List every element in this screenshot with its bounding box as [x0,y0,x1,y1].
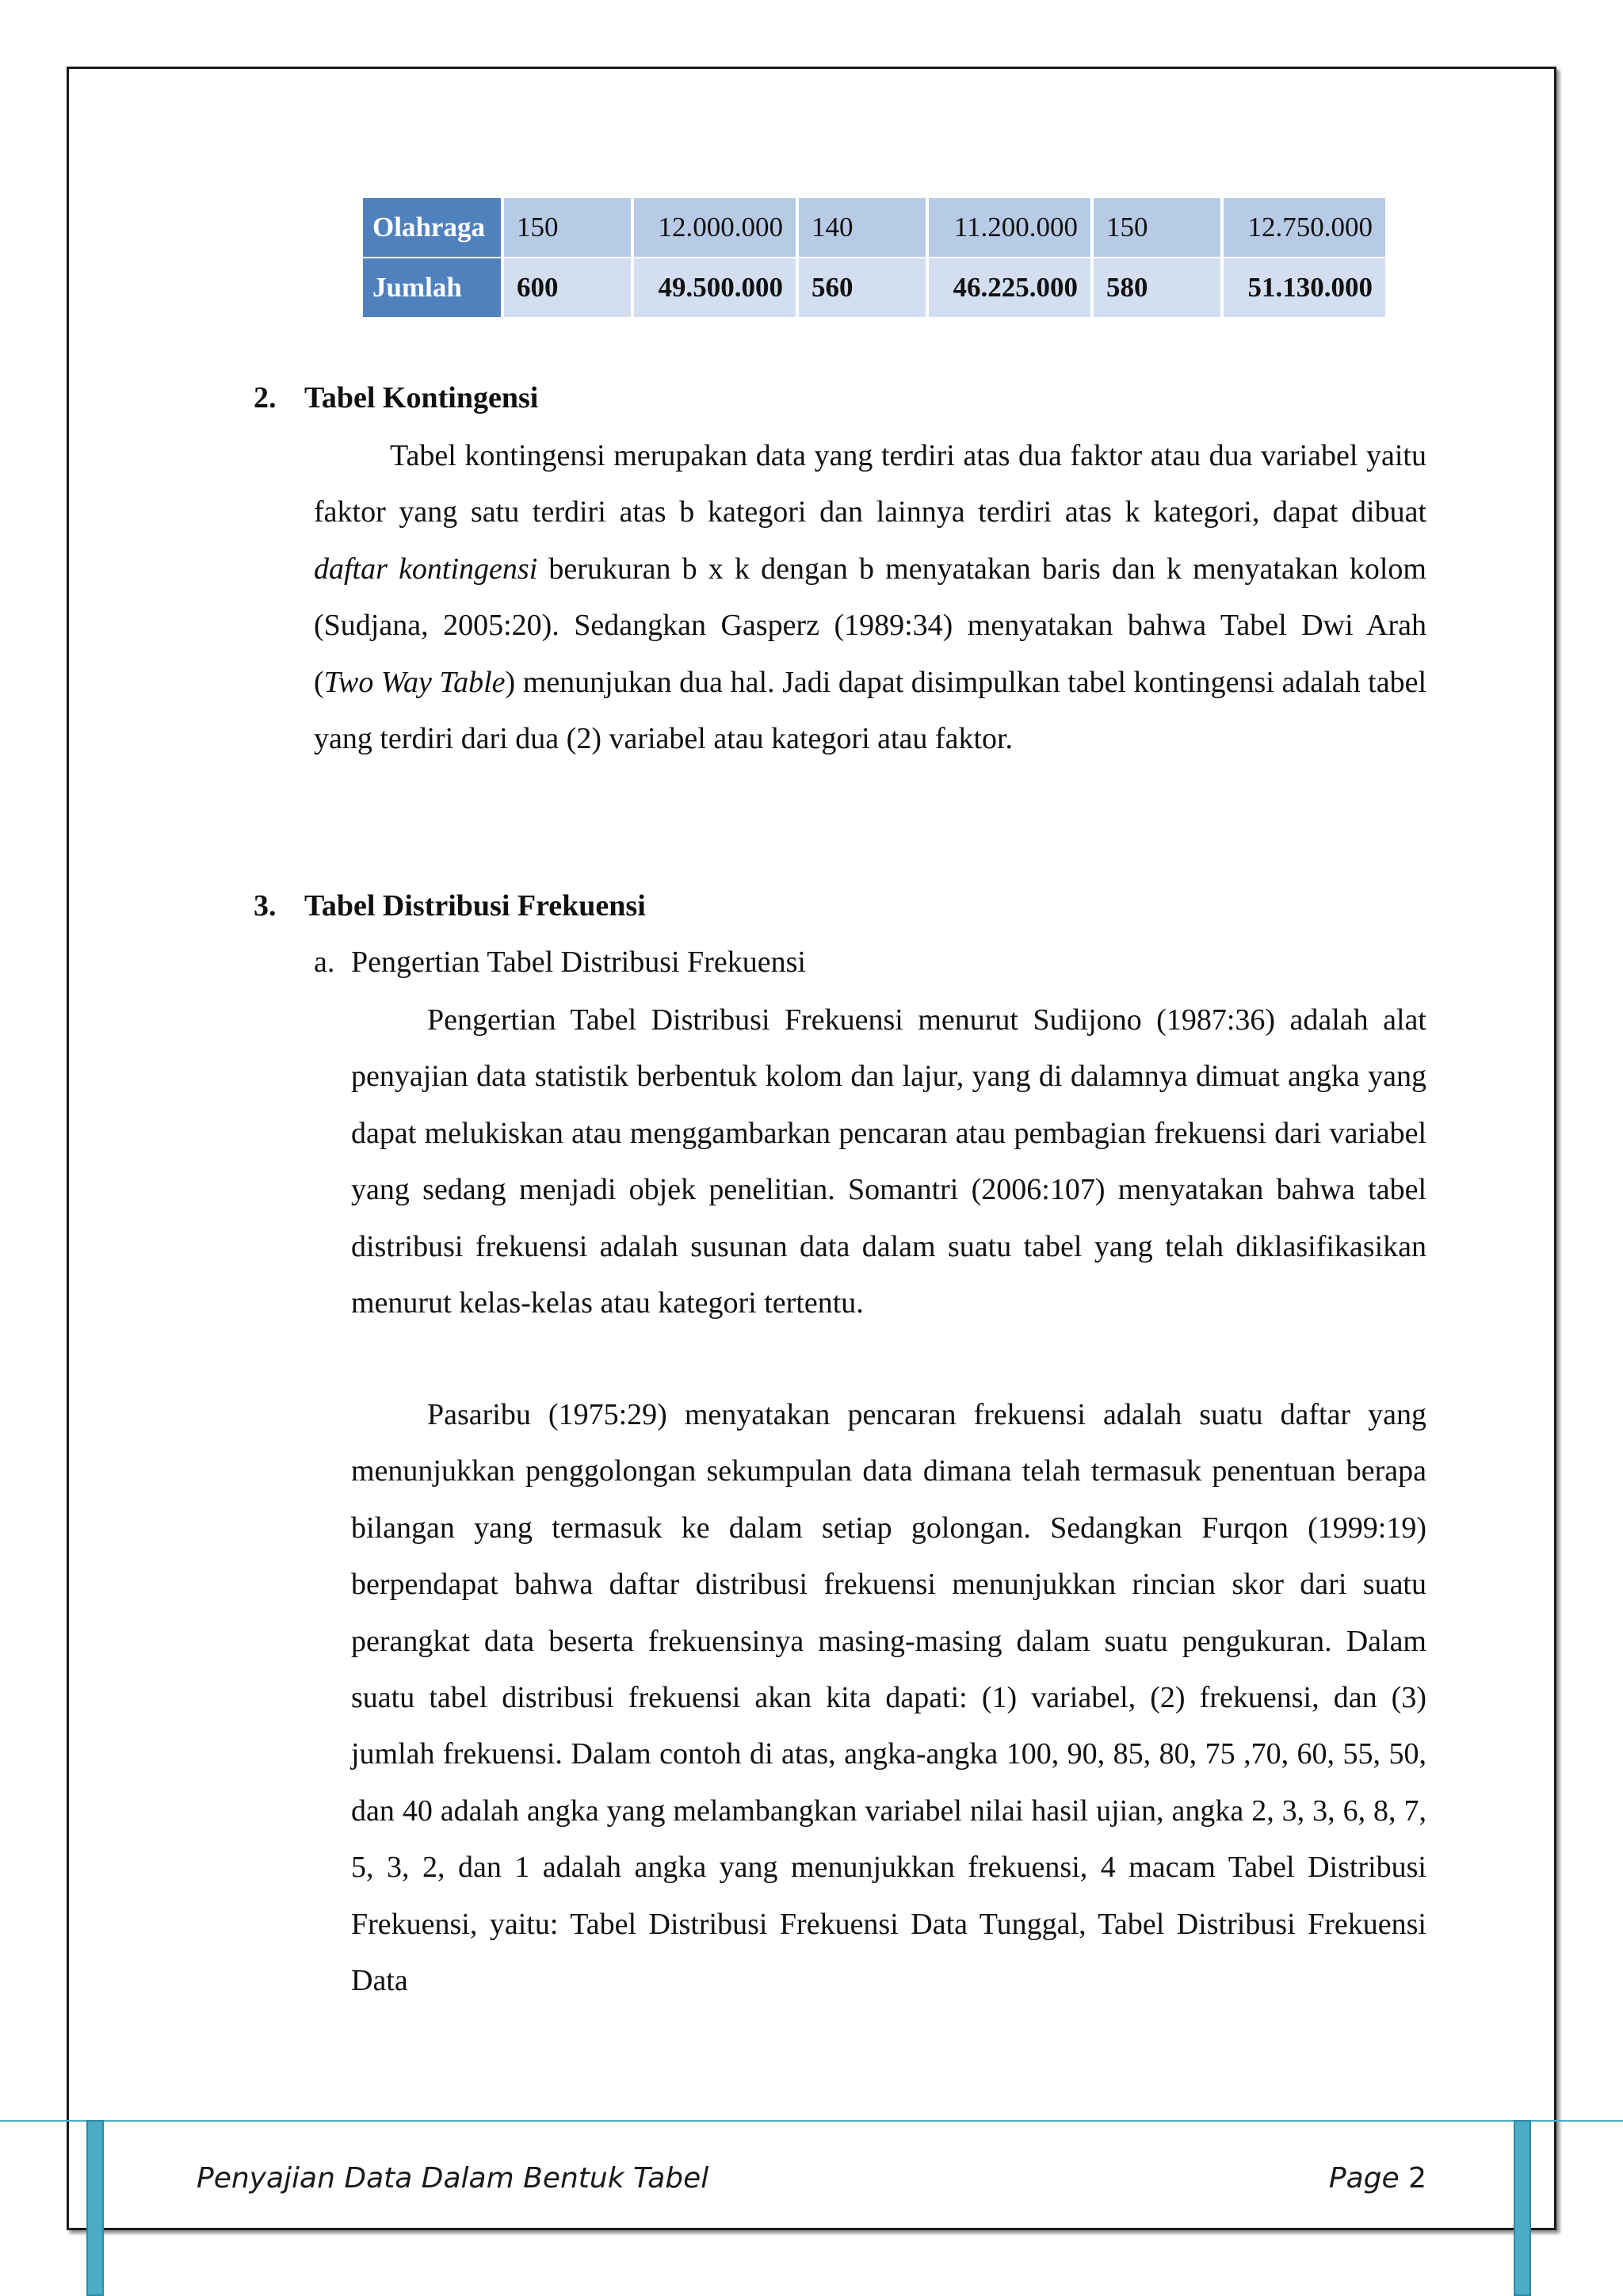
footer-page [1329,2162,1426,2195]
text-span: ) menunjukan dua hal. Jadi dapat disimpulkan tabel kontingensi adalah tabel yang terdiri dari dua (2) variabel atau kategori atau faktor. [314,665,1427,756]
footer-title: Penyajian Data Dalam Bentuk Tabel [197,2162,709,2195]
text-span: Pengertian Tabel Distribusi Frekuensi menurut Sudijono (1987:36) adalah alat penyajian data statistik berbentuk kolom dan lajur, yang di dalamnya dimuat angka yang dapat melukiskan atau menggambarkan pencaran atau pembagian frekuensi dari variabel yang sedang menjadi objek penelitian. Somantri (2006:107) menyatakan bahwa tabel distribusi frekuensi adalah susunan data dalam suatu tabel yang telah diklasifikasikan menurut kelas-kelas atau kategori tertentu. [351,1003,1426,1320]
paragraph-definition-1 [351,992,1426,1331]
row-header: Olahraga [363,198,501,257]
table-cell: 12.000.000 [634,198,796,257]
table-cell: 150 [1094,198,1220,257]
text-span: Tabel kontingensi merupakan data yang terdiri atas dua faktor atau dua variabel yaitu faktor yang satu terdiri atas b kategori dan lainnya terdiri atas k kategori, dapat dibuat [314,439,1426,529]
table-cell: 51.130.000 [1224,258,1385,317]
paragraph-definition-2 [351,1387,1426,2009]
data-table [360,197,1388,319]
section-number: 2. [254,381,277,415]
page-label: Page [1328,2162,1400,2195]
italic-term: daftar kontingensi [314,552,538,586]
footer-right-bar [1514,2120,1531,2296]
text-span: berukuran b x k dengan b menyatakan baris dan k menyatakan kolom (Sudjana, 2005:20). Sedangkan Gasperz (1989:34) menyatakan bahwa Tabel Dwi Arah ( [314,552,1426,699]
subsection-label: a. [314,946,335,979]
page-number: 2 [1408,2162,1426,2195]
table-cell: 11.200.000 [929,198,1090,257]
table-cell: 12.750.000 [1224,198,1385,257]
italic-term: Two Way Table [323,665,506,699]
table-cell: 600 [504,258,631,317]
section-title: Tabel Distribusi Frekuensi [304,889,646,923]
table-row [363,258,1385,317]
paragraph-kontingensi [314,428,1426,767]
subsection-heading [314,945,806,980]
text-span: Pasaribu (1975:29) menyatakan pencaran frekuensi adalah suatu daftar yang menunjukkan penggolongan sekumpulan data dimana telah termasuk penentuan berapa bilangan yang termasuk ke dalam setiap golongan. Sedangkan Furqon (1999:19) berpendapat bahwa daftar distribusi frekuensi menunjukkan rincian skor dari suatu perangkat data beserta frekuensinya masing-masing dalam suatu pengukuran. Dalam suatu tabel distribusi frekuensi akan kita dapati: (1) variabel, (2) frekuensi, dan (3) jumlah frekuensi. Dalam contoh di atas, angka-angka 100, 90, 85, 80, 75 ,70, 60, 55, 50, dan 40 adalah angka yang melambangkan variabel nilai hasil ujian, angka 2, 3, 3, 6, 8, 7, 5, 3, 2, dan 1 adalah angka yang menunjukkan frekuensi, 4 macam Tabel Distribusi Frekuensi, yaitu: Tabel Distribusi Frekuensi Data Tunggal, Tabel Distribusi Frekuensi Data [351,1398,1426,1998]
section-heading-distribusi [254,888,646,923]
table-cell: 46.225.000 [929,258,1090,317]
section-number: 3. [254,889,277,923]
table-cell: 560 [799,258,926,317]
table-cell: 150 [504,198,631,257]
footer-left-bar [86,2120,104,2296]
section-title: Tabel Kontingensi [304,381,539,415]
row-header: Jumlah [363,258,501,317]
footer-divider [0,2120,1623,2122]
section-heading-kontingensi [254,380,538,415]
table-cell: 140 [799,198,926,257]
table-cell: 49.500.000 [634,258,796,317]
table-cell: 580 [1094,258,1220,317]
subsection-title: Pengertian Tabel Distribusi Frekuensi [351,946,806,979]
table-row [363,198,1385,257]
